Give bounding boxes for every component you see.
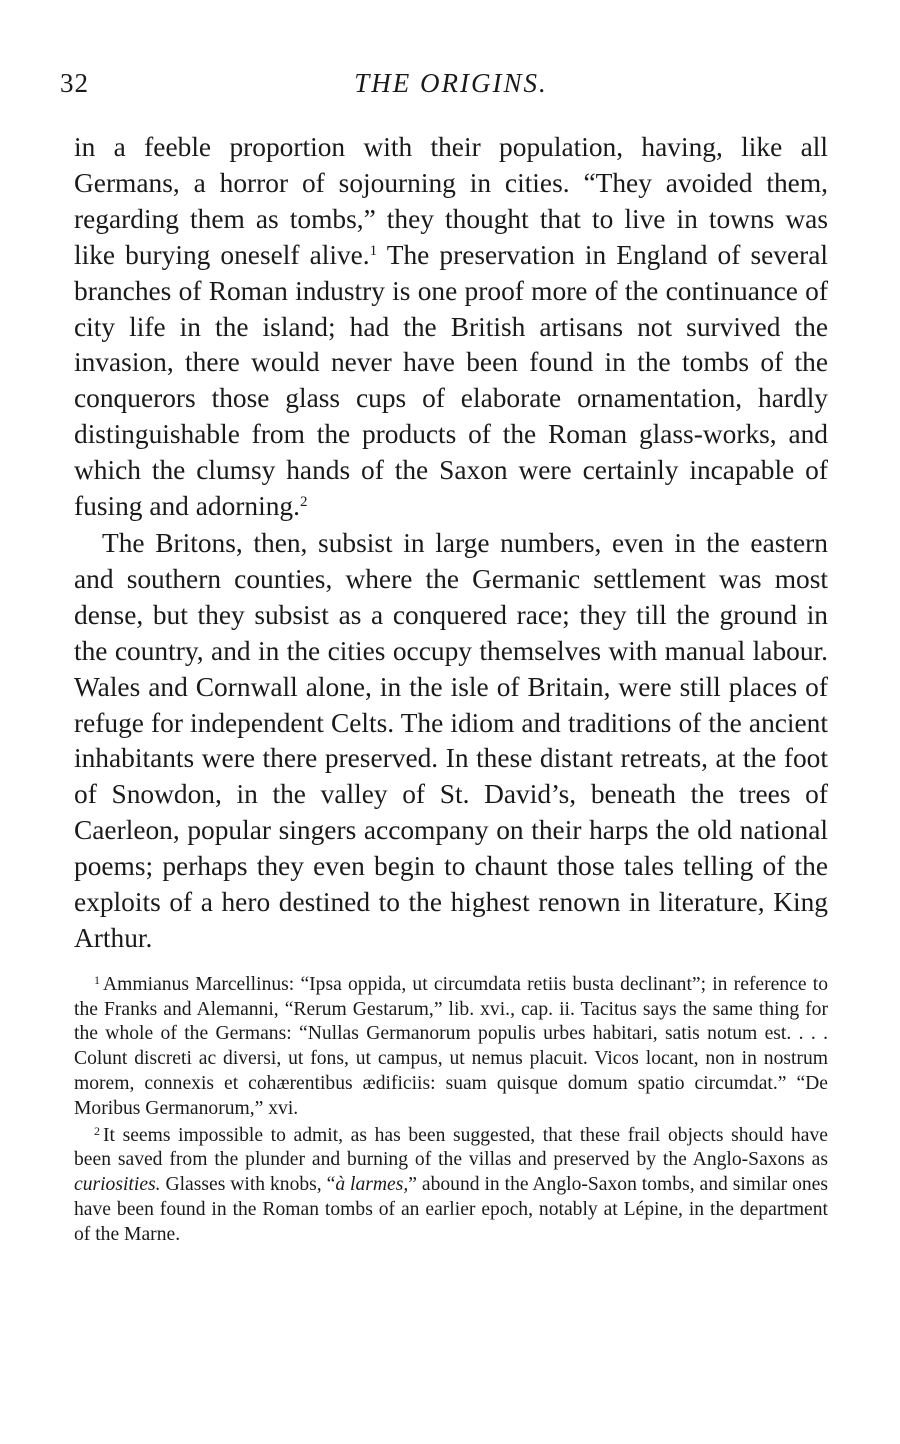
footnote-2-text-b: Glasses with knobs, “ <box>160 1174 336 1196</box>
footnote-2-text-a: It seems impossible to admit, as has been suggested, that these frail objects should have been saved from the plunder and burning of the villas and preserved by the Anglo-Saxons as <box>74 1124 828 1171</box>
running-head <box>60 68 828 108</box>
book-page <box>60 68 829 1248</box>
running-title: THE ORIGINS. <box>354 68 548 98</box>
body-text <box>74 130 828 957</box>
footnote-reference-1[interactable]: 1 <box>369 242 378 259</box>
footnote-1 <box>74 973 828 1122</box>
footnote-1-text: Ammianus Marcellinus: “Ipsa oppida, ut circumdata retiis busta declinant”; in reference to the Franks and Alemanni, “Rerum Gestarum,” lib. xvi., cap. ii. Tacitus says the same thing for the whole of the Germans: “Nullas Germanorum populis urbes habitari, satis notum est. . . . Colunt discreti ac diversi, ut fons, ut campus, ut nemus placuit. Vicos locant, non in nostrum morem, connexis et cohærentibus ædificiis: suam quisque domum spatio circumdat.” “De Moribus Germanorum,” xvi. <box>74 973 828 1119</box>
footnote-1-marker: 1 <box>94 972 100 987</box>
footnotes <box>74 973 828 1248</box>
footnote-reference-2[interactable]: 2 <box>299 494 308 511</box>
footnote-2 <box>74 1124 828 1248</box>
footnote-2-marker: 2 <box>94 1123 100 1138</box>
footnote-2-text-c: ” abound in the Anglo-Saxon tombs, and similar ones have been found in the Roman tombs of an earlier epoch, notably at Lépine, in the department of the Marne. <box>74 1174 828 1245</box>
paragraph-1-text-b: The preservation in England of several branches of Roman industry is one proof more of the continuance of city life in the island; had the British artisans not survived the invasion, there would never have been found in the tombs of the conquerors those glass cups of elaborate ornamentation, hardly distinguishable from the products of the Roman glass-works, and which the clumsy hands of the Saxon were certainly incapable of fusing and adorning. <box>74 239 829 522</box>
footnote-2-italic-curiosities: curiosities. <box>74 1174 161 1196</box>
footnote-2-italic-a-larmes: à larmes, <box>335 1174 409 1196</box>
paragraph-1 <box>74 130 828 525</box>
paragraph-2: The Britons, then, subsist in large numbers, even in the eastern and southern counties, where the Germanic settlement was most dense, but they subsist as a conquered race; they till the ground in the country, and in the cities occupy themselves with manual labour. Wales and Cornwall alone, in the isle of Britain, were still places of refuge for independent Celts. The idiom and traditions of the ancient inhabitants were there preserved. In these distant retreats, at the foot of Snowdon, in the valley of St. David’s, beneath the trees of Caerleon, popular singers accompany on their harps the old national poems; perhaps they even begin to chaunt those tales telling of the exploits of a hero destined to the highest renown in literature, King Arthur. <box>74 527 828 953</box>
page-number: 32 <box>60 68 89 98</box>
paragraph-1-text-a: in a feeble proportion with their population, having, like all Germans, a horror of sojourning in cities. “They avoided them, regarding them as tombs,” they thought that to live in towns was like burying oneself alive. <box>74 132 828 270</box>
